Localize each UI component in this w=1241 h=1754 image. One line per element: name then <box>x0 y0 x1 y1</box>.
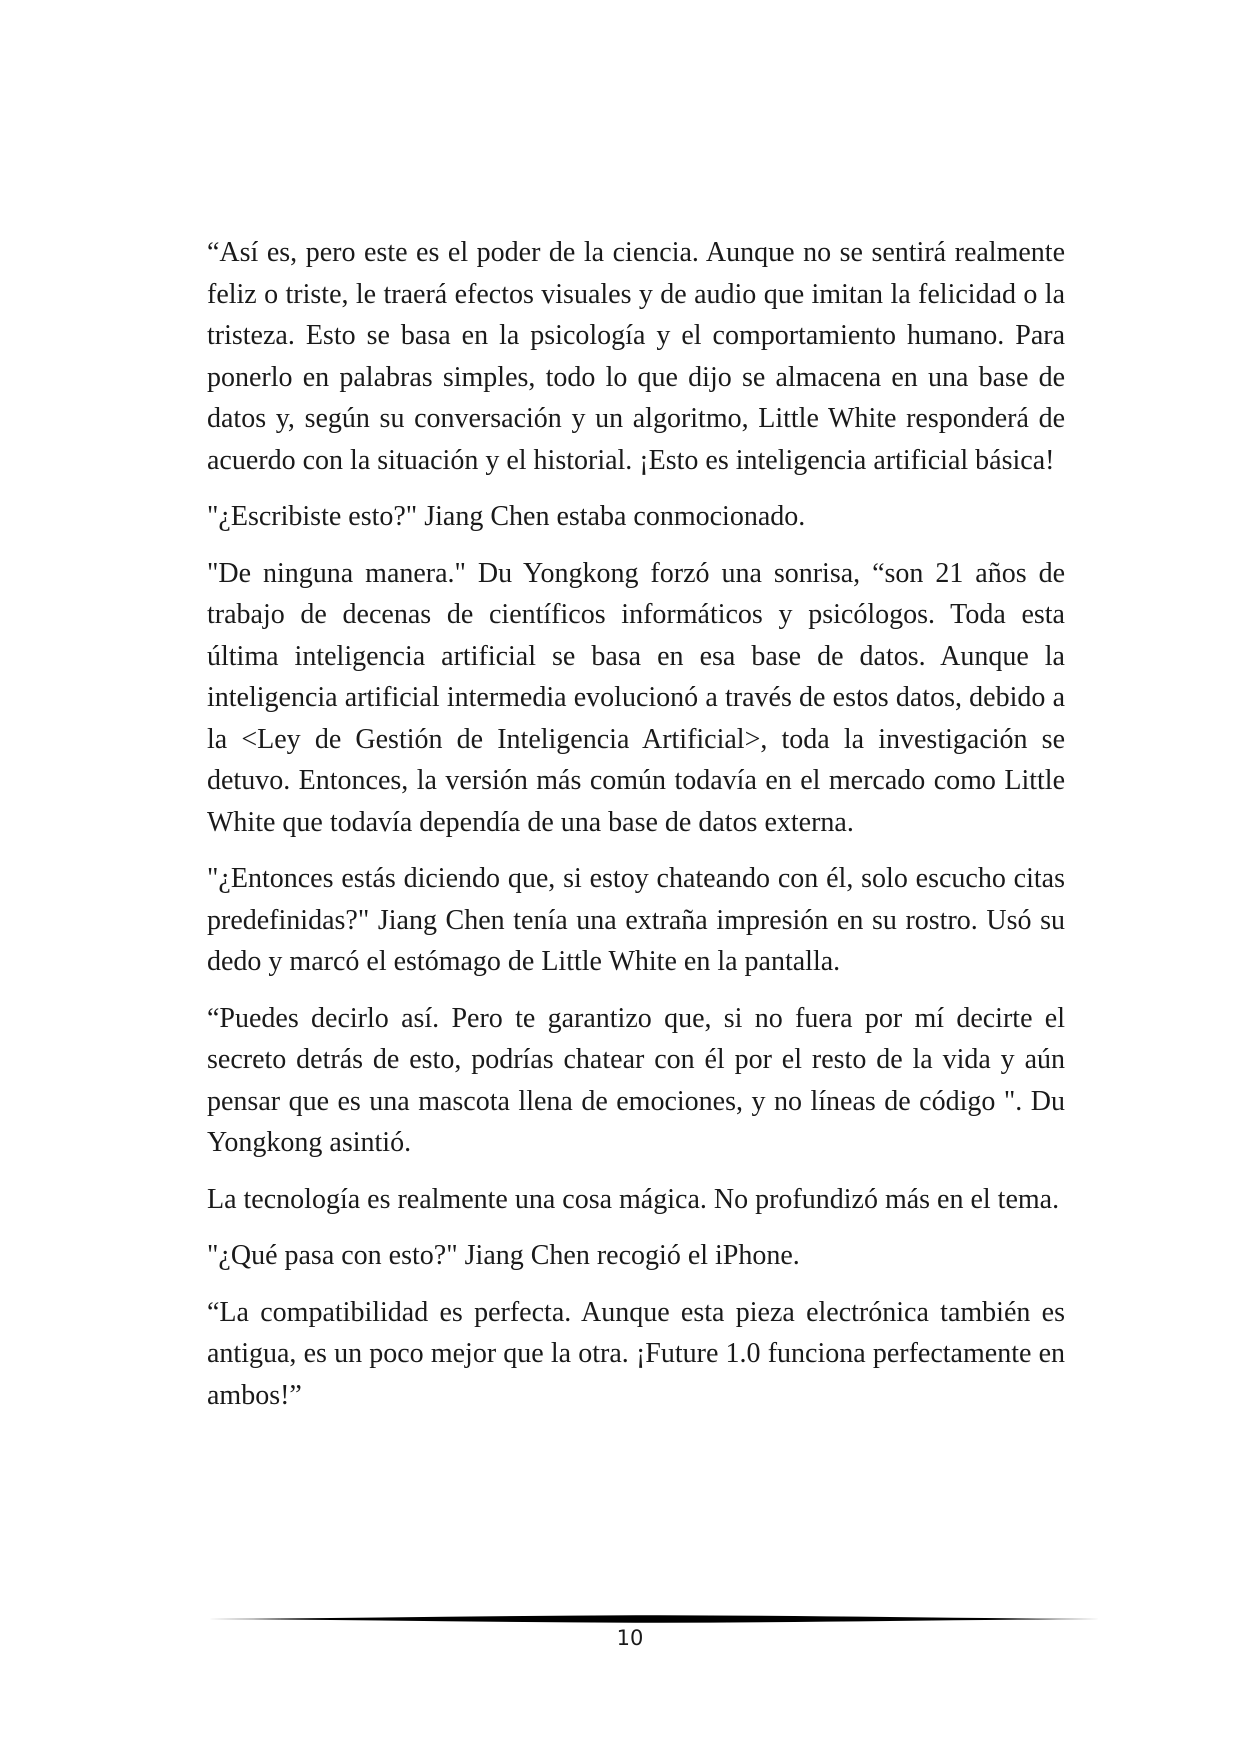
page-number: 10 <box>616 1626 644 1650</box>
paragraph-6: La tecnología es realmente una cosa mágica. No profundizó más en el tema. <box>207 1183 1060 1215</box>
paragraph-7: "¿Qué pasa con esto?" Jiang Chen recogió el iPhone. <box>207 1240 800 1271</box>
paragraph-4: "¿Entonces estás diciendo que, si estoy chateando con él, solo escucho citas predefinidas?" Jiang Chen tenía una extraña impresión en su rostro. Usó su dedo y marcó el estómago de Little White en la pantalla. <box>207 863 1065 977</box>
paragraph-5: “Puedes decirlo así. Pero te garantizo que, si no fuera por mí decirte el secreto detrás de esto, podrías chatear con él por el resto de la vida y aún pensar que es una mascota llena de emociones, y no líneas de código ". Du Yongkong asintió. <box>207 1002 1065 1158</box>
paragraph-2: "¿Escribiste esto?" Jiang Chen estaba conmocionado. <box>207 501 806 532</box>
body-text <box>207 232 1065 1431</box>
paragraph-8: “La compatibilidad es perfecta. Aunque esta pieza electrónica también es antigua, es un poco mejor que la otra. ¡Future 1.0 funciona perfectamente en ambos!” <box>207 1296 1065 1411</box>
footer-divider <box>208 1614 1100 1624</box>
paragraph-3: "De ninguna manera." Du Yongkong forzó una sonrisa, “son 21 años de trabajo de decenas de científicos informáticos y psicólogos. Toda esta última inteligencia artificial se basa en esa base de datos. Aunque la inteligencia artificial intermedia evolucionó a través de estos datos, debido a la <Ley de Gestión de Inteligencia Artificial>, toda la investigación se detuvo. Entonces, la versión más común todavía en el mercado como Little White que todavía dependía de una base de datos externa. <box>207 557 1065 838</box>
paragraph-1: “Así es, pero este es el poder de la ciencia. Aunque no se sentirá realmente feliz o triste, le traerá efectos visuales y de audio que imitan la felicidad o la tristeza. Esto se basa en la psicología y el comportamiento humano. Para ponerlo en palabras simples, todo lo que dijo se almacena en una base de datos y, según su conversación y un algoritmo, Little White responderá de acuerdo con la situación y el historial. ¡Esto es inteligencia artificial básica! <box>207 237 1065 476</box>
